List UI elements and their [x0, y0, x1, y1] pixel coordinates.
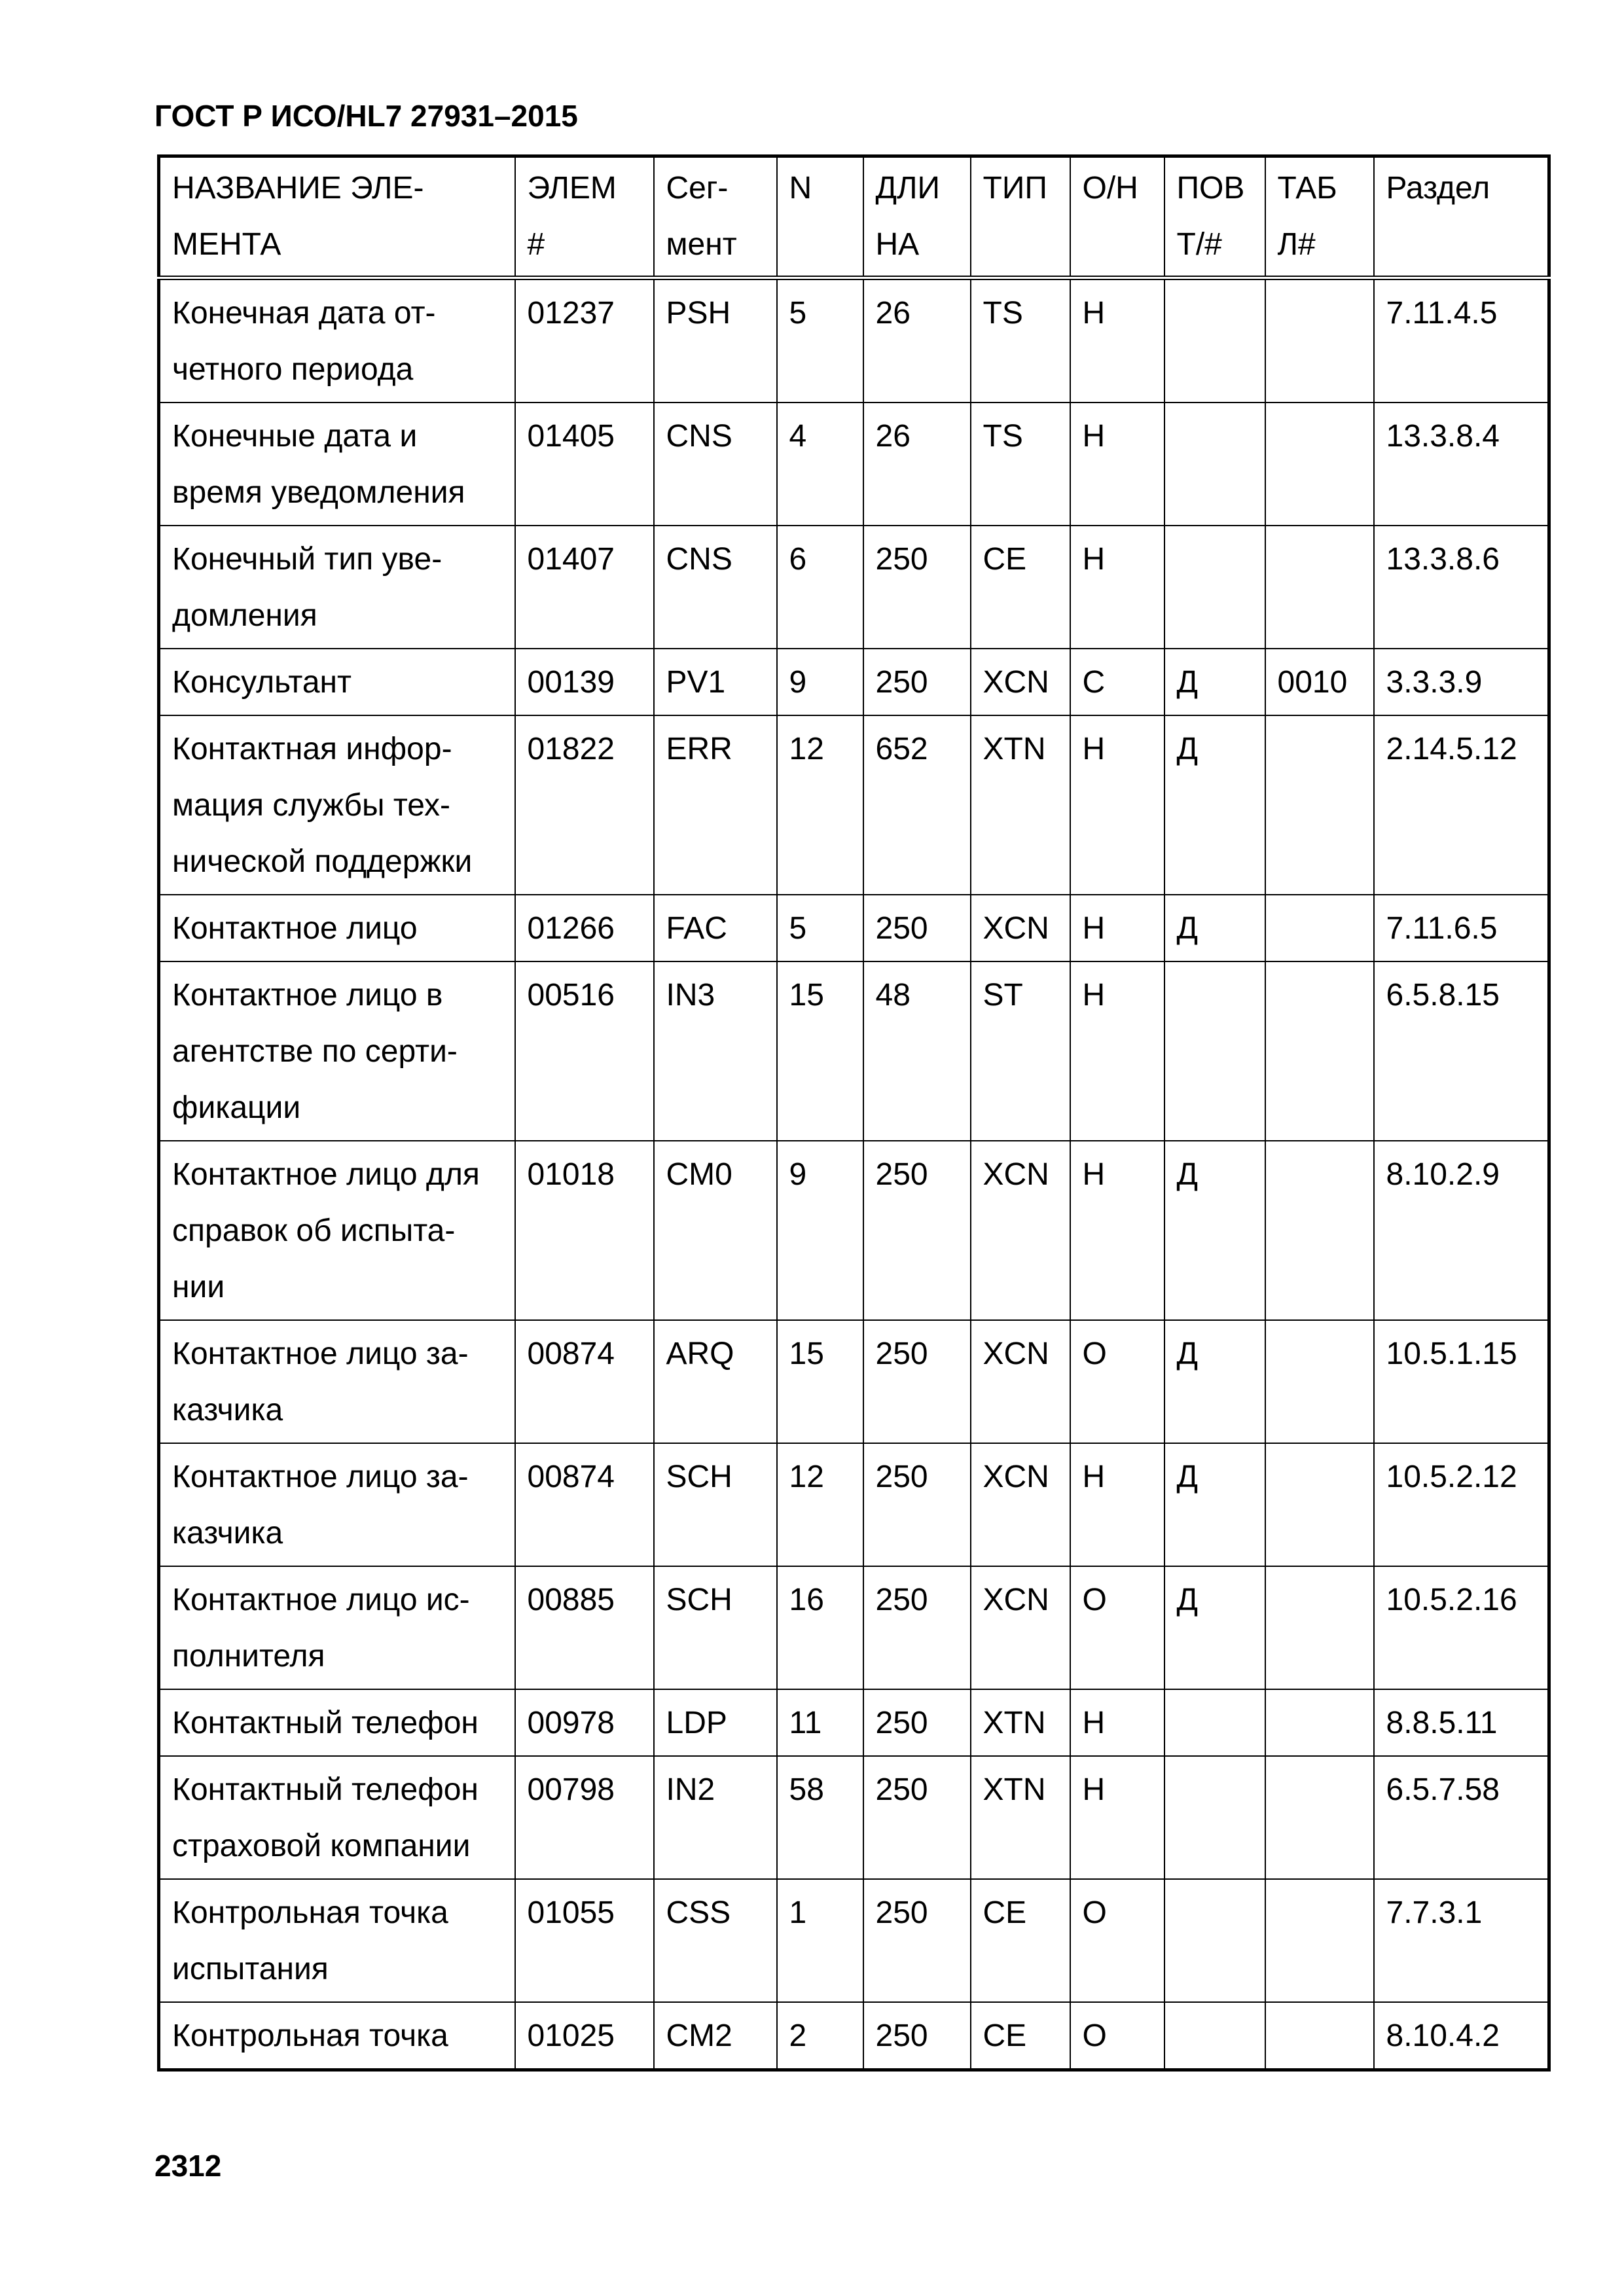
table-row: [159, 1756, 1549, 1879]
type-cell: ST: [971, 961, 1070, 1141]
section-cell: 8.8.5.11: [1374, 1689, 1549, 1756]
column-header-segment: Сег-мент: [654, 156, 777, 278]
segment-cell: PSH: [654, 278, 777, 403]
section-cell: 8.10.4.2: [1374, 2002, 1549, 2070]
n-cell: 1: [777, 1879, 863, 2002]
section-cell: 10.5.2.12: [1374, 1443, 1549, 1566]
opt-cell: Н: [1070, 403, 1164, 526]
segment-cell: CNS: [654, 526, 777, 649]
type-cell: XCN: [971, 1141, 1070, 1320]
column-header-table: ТАБ Л#: [1265, 156, 1374, 278]
segment-cell: IN2: [654, 1756, 777, 1879]
element-number-cell: 01018: [515, 1141, 654, 1320]
repeat-cell: Д: [1164, 649, 1265, 715]
element-name-cell: Конечные дата и время уведомления: [159, 403, 515, 526]
element-name-cell: Контактное лицо для справок об испыта-нии: [159, 1141, 515, 1320]
segment-cell: ERR: [654, 715, 777, 895]
element-name-cell: Контактное лицо: [159, 895, 515, 961]
section-cell: 6.5.7.58: [1374, 1756, 1549, 1879]
repeat-cell: Д: [1164, 1320, 1265, 1443]
repeat-cell: Д: [1164, 1141, 1265, 1320]
repeat-cell: [1164, 403, 1265, 526]
length-cell: 250: [863, 895, 971, 961]
section-cell: 13.3.8.4: [1374, 403, 1549, 526]
repeat-cell: [1164, 1879, 1265, 2002]
repeat-cell: Д: [1164, 1566, 1265, 1689]
length-cell: 250: [863, 2002, 971, 2070]
element-number-cell: 00874: [515, 1443, 654, 1566]
table-cell: [1265, 403, 1374, 526]
n-cell: 12: [777, 1443, 863, 1566]
opt-cell: Н: [1070, 1443, 1164, 1566]
n-cell: 12: [777, 715, 863, 895]
table-row: [159, 1141, 1549, 1320]
section-cell: 7.11.4.5: [1374, 278, 1549, 403]
element-number-cell: 00874: [515, 1320, 654, 1443]
element-name-cell: Конечный тип уве-домления: [159, 526, 515, 649]
element-number-cell: 01822: [515, 715, 654, 895]
table-cell: [1265, 1756, 1374, 1879]
table-cell: [1265, 1443, 1374, 1566]
length-cell: 250: [863, 1879, 971, 2002]
element-number-cell: 01025: [515, 2002, 654, 2070]
n-cell: 11: [777, 1689, 863, 1756]
n-cell: 6: [777, 526, 863, 649]
opt-cell: Н: [1070, 526, 1164, 649]
column-header-type: ТИП: [971, 156, 1070, 278]
length-cell: 26: [863, 403, 971, 526]
repeat-cell: Д: [1164, 1443, 1265, 1566]
segment-cell: CM0: [654, 1141, 777, 1320]
type-cell: CE: [971, 1879, 1070, 2002]
table-row: [159, 403, 1549, 526]
element-number-cell: 01266: [515, 895, 654, 961]
segment-cell: FAC: [654, 895, 777, 961]
section-cell: 10.5.2.16: [1374, 1566, 1549, 1689]
opt-cell: Н: [1070, 1689, 1164, 1756]
table-row: [159, 649, 1549, 715]
table-row: [159, 1320, 1549, 1443]
segment-cell: SCH: [654, 1566, 777, 1689]
length-cell: 250: [863, 1320, 971, 1443]
table-row: [159, 1879, 1549, 2002]
element-name-cell: Контактное лицо в агентстве по серти-фикации: [159, 961, 515, 1141]
type-cell: XCN: [971, 1566, 1070, 1689]
segment-cell: SCH: [654, 1443, 777, 1566]
table-cell: [1265, 715, 1374, 895]
n-cell: 4: [777, 403, 863, 526]
segment-cell: CSS: [654, 1879, 777, 2002]
length-cell: 250: [863, 526, 971, 649]
n-cell: 2: [777, 2002, 863, 2070]
table-row: [159, 895, 1549, 961]
opt-cell: С: [1070, 649, 1164, 715]
element-name-cell: Контрольная точка: [159, 2002, 515, 2070]
element-name-cell: Контактная инфор-мация службы тех-нической поддержки: [159, 715, 515, 895]
element-table: [157, 154, 1551, 2072]
element-name-cell: Контактное лицо ис-полнителя: [159, 1566, 515, 1689]
length-cell: 250: [863, 649, 971, 715]
segment-cell: CNS: [654, 403, 777, 526]
segment-cell: PV1: [654, 649, 777, 715]
section-cell: 3.3.3.9: [1374, 649, 1549, 715]
element-number-cell: 01407: [515, 526, 654, 649]
element-number-cell: 00798: [515, 1756, 654, 1879]
section-cell: 6.5.8.15: [1374, 961, 1549, 1141]
column-header-repeat: ПОВ Т/#: [1164, 156, 1265, 278]
type-cell: CE: [971, 526, 1070, 649]
element-number-cell: 00139: [515, 649, 654, 715]
segment-cell: ARQ: [654, 1320, 777, 1443]
table-cell: [1265, 1141, 1374, 1320]
section-cell: 7.7.3.1: [1374, 1879, 1549, 2002]
type-cell: TS: [971, 278, 1070, 403]
type-cell: XCN: [971, 895, 1070, 961]
section-cell: 13.3.8.6: [1374, 526, 1549, 649]
element-name-cell: Консультант: [159, 649, 515, 715]
repeat-cell: [1164, 526, 1265, 649]
opt-cell: О: [1070, 1879, 1164, 2002]
table-cell: [1265, 1879, 1374, 2002]
element-name-cell: Контактное лицо за-казчика: [159, 1320, 515, 1443]
document-header: ГОСТ Р ИСО/HL7 27931–2015: [154, 99, 578, 133]
table-cell: [1265, 278, 1374, 403]
section-cell: 2.14.5.12: [1374, 715, 1549, 895]
opt-cell: Н: [1070, 715, 1164, 895]
table-row: [159, 278, 1549, 403]
column-header-n: N: [777, 156, 863, 278]
n-cell: 15: [777, 1320, 863, 1443]
table-cell: [1265, 1689, 1374, 1756]
length-cell: 250: [863, 1141, 971, 1320]
length-cell: 250: [863, 1443, 971, 1566]
element-number-cell: 01405: [515, 403, 654, 526]
column-header-length: ДЛИ НА: [863, 156, 971, 278]
table-row: [159, 1689, 1549, 1756]
segment-cell: IN3: [654, 961, 777, 1141]
opt-cell: О: [1070, 1566, 1164, 1689]
length-cell: 250: [863, 1756, 971, 1879]
opt-cell: Н: [1070, 1756, 1164, 1879]
table-row: [159, 2002, 1549, 2070]
type-cell: XTN: [971, 1689, 1070, 1756]
n-cell: 9: [777, 649, 863, 715]
table-cell: [1265, 526, 1374, 649]
segment-cell: CM2: [654, 2002, 777, 2070]
length-cell: 250: [863, 1566, 971, 1689]
table-row: [159, 1443, 1549, 1566]
repeat-cell: [1164, 961, 1265, 1141]
n-cell: 5: [777, 895, 863, 961]
repeat-cell: [1164, 1689, 1265, 1756]
table-cell: 0010: [1265, 649, 1374, 715]
table-cell: [1265, 895, 1374, 961]
opt-cell: Н: [1070, 278, 1164, 403]
element-number-cell: 01237: [515, 278, 654, 403]
type-cell: XTN: [971, 1756, 1070, 1879]
element-number-cell: 00885: [515, 1566, 654, 1689]
n-cell: 5: [777, 278, 863, 403]
type-cell: XTN: [971, 715, 1070, 895]
type-cell: XCN: [971, 1320, 1070, 1443]
table-row: [159, 1566, 1549, 1689]
type-cell: CE: [971, 2002, 1070, 2070]
element-number-cell: 00516: [515, 961, 654, 1141]
table-body: [159, 278, 1549, 2070]
repeat-cell: Д: [1164, 715, 1265, 895]
length-cell: 652: [863, 715, 971, 895]
column-header-element: ЭЛЕМ #: [515, 156, 654, 278]
n-cell: 16: [777, 1566, 863, 1689]
table-cell: [1265, 1566, 1374, 1689]
element-name-cell: Конечная дата от-четного периода: [159, 278, 515, 403]
table-cell: [1265, 1320, 1374, 1443]
repeat-cell: [1164, 2002, 1265, 2070]
table-row: [159, 526, 1549, 649]
element-name-cell: Контактное лицо за-казчика: [159, 1443, 515, 1566]
section-cell: 7.11.6.5: [1374, 895, 1549, 961]
page-number: 2312: [154, 2149, 222, 2183]
length-cell: 48: [863, 961, 971, 1141]
opt-cell: О: [1070, 2002, 1164, 2070]
type-cell: TS: [971, 403, 1070, 526]
element-name-cell: Контрольная точка испытания: [159, 1879, 515, 2002]
opt-cell: Н: [1070, 1141, 1164, 1320]
table-row: [159, 961, 1549, 1141]
type-cell: XCN: [971, 1443, 1070, 1566]
opt-cell: Н: [1070, 961, 1164, 1141]
repeat-cell: Д: [1164, 895, 1265, 961]
element-number-cell: 01055: [515, 1879, 654, 2002]
n-cell: 9: [777, 1141, 863, 1320]
n-cell: 15: [777, 961, 863, 1141]
type-cell: XCN: [971, 649, 1070, 715]
column-header-name: НАЗВАНИЕ ЭЛЕ-МЕНТА: [159, 156, 515, 278]
element-name-cell: Контактный телефон страховой компании: [159, 1756, 515, 1879]
column-header-section: Раздел: [1374, 156, 1549, 278]
segment-cell: LDP: [654, 1689, 777, 1756]
n-cell: 58: [777, 1756, 863, 1879]
section-cell: 10.5.1.15: [1374, 1320, 1549, 1443]
table-header-row: [159, 156, 1549, 278]
table-row: [159, 715, 1549, 895]
element-number-cell: 00978: [515, 1689, 654, 1756]
opt-cell: Н: [1070, 895, 1164, 961]
table-cell: [1265, 2002, 1374, 2070]
column-header-opt: О/Н: [1070, 156, 1164, 278]
element-name-cell: Контактный телефон: [159, 1689, 515, 1756]
length-cell: 26: [863, 278, 971, 403]
opt-cell: О: [1070, 1320, 1164, 1443]
length-cell: 250: [863, 1689, 971, 1756]
repeat-cell: [1164, 1756, 1265, 1879]
section-cell: 8.10.2.9: [1374, 1141, 1549, 1320]
repeat-cell: [1164, 278, 1265, 403]
table-cell: [1265, 961, 1374, 1141]
